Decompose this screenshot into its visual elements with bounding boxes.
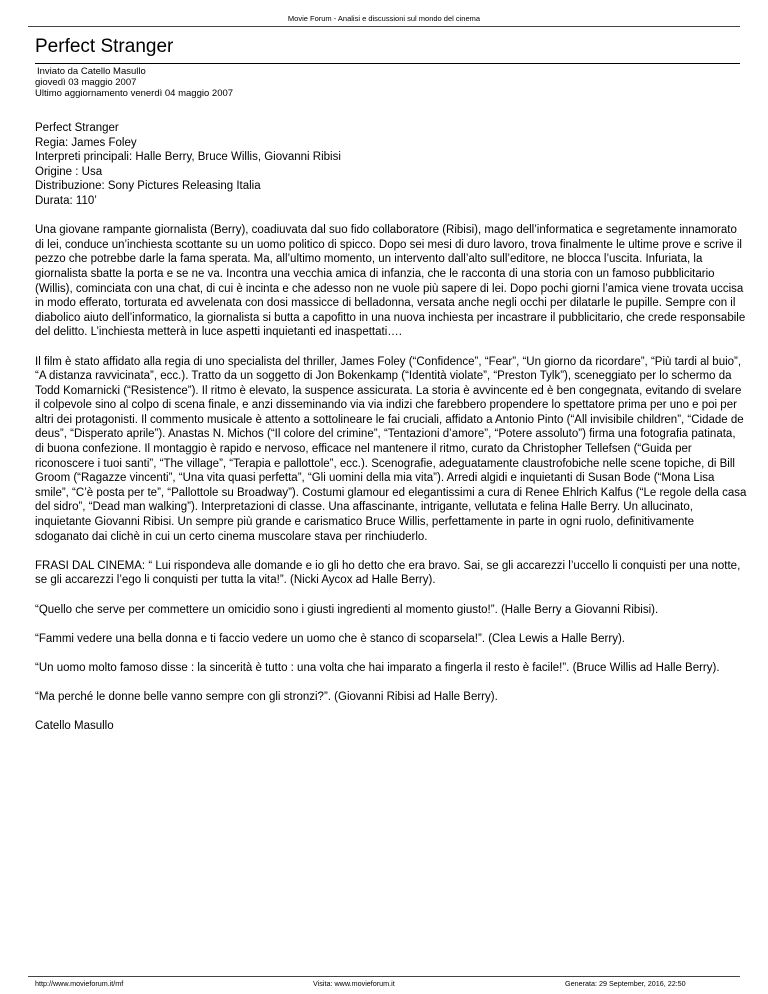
last-updated: Ultimo aggiornamento venerdì 04 maggio 2007 xyxy=(35,88,234,99)
article-title: Perfect Stranger xyxy=(35,36,174,57)
publish-date: giovedì 03 maggio 2007 xyxy=(35,77,137,88)
quote-paragraph: “Quello che serve per commettere un omicidio sono i giusti ingredienti al momento giusto!”. (Halle Berry a Giovanni Ribisi). xyxy=(35,603,659,616)
signature: Catello Masullo xyxy=(35,720,114,733)
film-info xyxy=(35,121,747,209)
quote-paragraph: “Fammi vedere una bella donna e ti faccio vedere un uomo che è stanco di scoparsela!”. (Clea Lewis a Halle Berry). xyxy=(35,632,625,645)
title-divider xyxy=(35,63,740,64)
quote-paragraph: “Un uomo molto famoso disse : la sincerità è tutto : una volta che hai imparato a fingerla il resto è facile!”. (Bruce Willis ad Halle Berry). xyxy=(35,661,720,674)
quote-paragraph: FRASI DAL CINEMA: “ Lui rispondeva alle domande e io gli ho detto che era bravo. Sai, se gli accarezzi l’uccello li conquisti per una notte, se gli accarezzi l’ego li conquisti per tutta la vita!”. (Nicki Aycox ad Halle Berry). xyxy=(35,559,741,587)
author-line: Inviato da Catello Masullo xyxy=(37,66,146,77)
plot-paragraph: Una giovane rampante giornalista (Berry), coadiuvata dal suo fido collaboratore (Ribisi), mago dell’informatica e segretamente innamorato di lei, conduce un’inchiesta scottante su un uomo politico di spicco. Dopo sei mesi di duro lavoro, trova finalmente le ultime prove e scrive il pezzo che potrebbe darle la fama sperata. Ma, all’ultimo momento, un intervento dall’alto sull’editore, ne blocca l’uscita. Infuriata, la giornalista sbatte la porta e se ne va. Incontra una vecchia amica di infanzia, che le racconta di una storia con un famoso pubblicitario (Willis), cominciata con una chat, di cui è incinta e che adesso non ne vuole più sapere di lei. Dopo pochi giorni l’amica viene trovata uccisa in modo efferato, torturata ed avvelenata con dosi massicce di belladonna, versata anche negli occhi per dilatarle le pupille. Sempre con il diabolico aiuto dell’informatico, la giornalista si butta a capofitto in una nuova inchiesta per incastrare il pubblicitario, che crede responsabile del delitto. L’inchiesta metterà in luce aspetti inquietanti ed inaspettati…. xyxy=(35,224,746,339)
article-meta xyxy=(35,66,233,99)
article-body xyxy=(35,121,747,749)
page-header: Movie Forum - Analisi e discussioni sul mondo del cinema xyxy=(287,14,481,23)
quote-paragraph: “Ma perché le donne belle vanno sempre con gli stronzi?”. (Giovanni Ribisi ad Halle Berry). xyxy=(35,691,498,704)
footer-generated: Generata: 29 September, 2016, 22:50 xyxy=(565,979,686,988)
header-divider xyxy=(28,26,740,27)
info-duration: Durata: 110’ xyxy=(35,194,97,207)
review-paragraph: Il film è stato affidato alla regia di uno specialista del thriller, James Foley (“Confidence”, “Fear”, “Un giorno da ricordare”, “Più tardi al buio”, “A distanza ravvicinata”, ecc.). Tratto da un soggetto di Jon Bokenkamp (“Identità violate”, “Preston Tylk”), sceneggiato per lo schermo da Todd Komarnicki (“Resistence”). Il ritmo è elevato, la suspence assicurata. La storia è avvincente ed è ben congegnata, evitando di svelare il colpevole sino al colpo di scena finale, e anzi disseminando via via indizi che farebbero propendere lo spettatore prima per uno e poi per altri dei protagonisti. Il commento musicale è attento a sottolineare le fai cruciali, affidato a Antonio Pinto (“All invisibile children”, “Cidade de deus”, “Disperato aprile”). Anastas N. Michos (“Il colore del crimine”, “Tentazioni d’amore”, “Potere assoluto”) firma una fotografia patinata, di buona confezione. Il montaggio è rapido e nervoso, efficace nel mantenere il ritmo, curato da Christopher Tellefsen (“Guida per riconoscere i tuoi santi”, “The village”, “Terapia e pallottole”, ecc.). Scenografie, adeguatamente claustrofobiche nelle scene topiche, di Bill Groom (“Ragazze vincenti”, “Una vita quasi perfetta”, “Gli uomini della mia vita”). Arredi algidi e inquietanti di Susan Bode (“Mona Lisa smile”, “C’è posta per te”, “Pallottole su Broadway”). Costumi glamour ed elegantissimi a cura di Renee Ehlrich Kalfus (“Le regole della casa del sidro”, “Dead man walking”). Interpretazioni di classe. Una affascinante, intrigante, vellutata e felina Halle Berry. Un allucinato, inquietante Giovanni Ribisi. Un sempre più grande e carismatico Bruce Willis, perfettamente in parte in ogni ruolo, definitivamente sdoganato dai clichè in cui un certo cinema muscolare stava per rinchiuderlo. xyxy=(35,355,747,543)
footer-url: http://www.movieforum.it/mf xyxy=(35,979,124,988)
info-origin: Origine : Usa xyxy=(35,165,103,178)
footer-divider xyxy=(28,976,740,977)
info-cast: Interpreti principali: Halle Berry, Bruce Willis, Giovanni Ribisi xyxy=(35,151,341,164)
info-title: Perfect Stranger xyxy=(35,122,119,134)
info-director: Regia: James Foley xyxy=(35,136,137,149)
footer-visit: Visita: www.movieforum.it xyxy=(313,979,395,988)
info-distribution: Distribuzione: Sony Pictures Releasing Italia xyxy=(35,180,261,193)
